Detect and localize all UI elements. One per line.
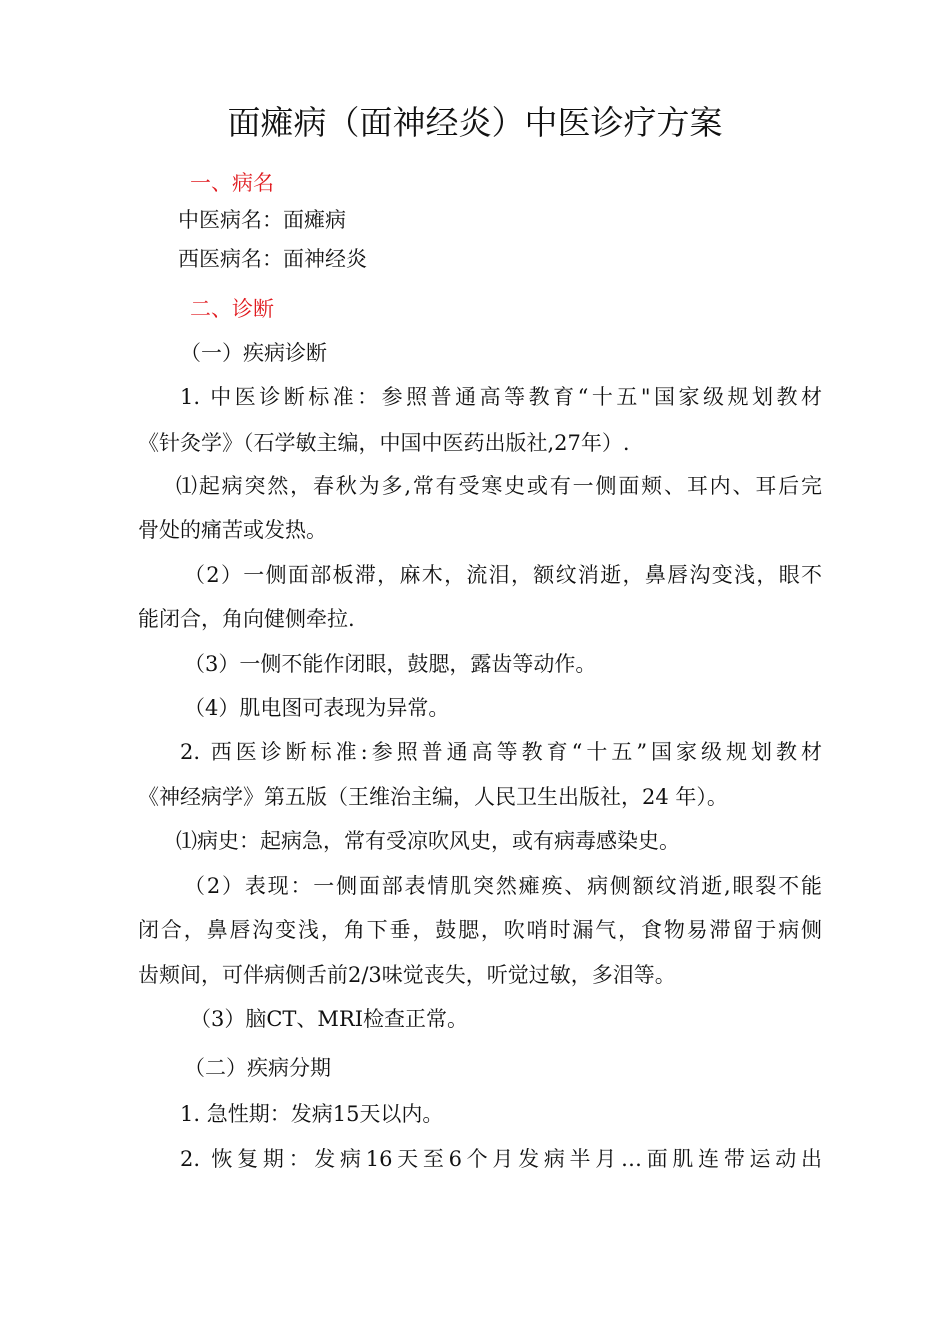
page-title: 面瘫病（面神经炎）中医诊疗方案	[227, 103, 723, 142]
western-criteria-line2: 《神经病学》第五版（王维治主编，人民卫生出版社，24 年）。	[138, 785, 728, 809]
tcm-item-2-line1: （2）一侧面部板滞，麻木，流泪，额纹消逝，鼻唇沟变浅，眼不	[184, 563, 822, 587]
tcm-item-1-line2: 骨处的痛苦或发热。	[138, 518, 327, 542]
tcm-criteria-line2: 《针灸学》（石学敏主编，中国中医药出版社,27年）.	[138, 431, 630, 455]
tcm-item-1-line1: ⑴起病突然，春秋为多,常有受寒史或有一侧面颊、耳内、耳后完	[176, 474, 822, 498]
western-item-1: ⑴病史：起病急，常有受凉吹风史，或有病毒感染史。	[176, 829, 680, 853]
tcm-disease-name: 中医病名：面瘫病	[178, 208, 346, 232]
tcm-criteria-line1: 1. 中医诊断标准：参照普通高等教育“十五"国家级规划教材	[180, 385, 822, 409]
section-heading-disease-name: 一、病名	[190, 171, 274, 195]
subsection-heading-disease-staging: （二）疾病分期	[184, 1056, 331, 1080]
western-item-3: （3）脑CT、MRI检查正常。	[190, 1007, 469, 1031]
subsection-heading-disease-diagnosis: （一）疾病诊断	[180, 341, 327, 365]
tcm-item-3: （3）一侧不能作闭眼，鼓腮，露齿等动作。	[184, 652, 597, 676]
western-item-2-line3: 齿颊间，可伴病侧舌前2/3味觉丧失，听觉过敏，多泪等。	[138, 963, 676, 987]
section-heading-diagnosis: 二、诊断	[190, 297, 274, 321]
western-criteria-line1: 2. 西医诊断标准:参照普通高等教育“十五”国家级规划教材	[180, 740, 822, 764]
stage-recovery: 2. 恢复期：发病16天至6个月发病半月…面肌连带运动出	[180, 1147, 822, 1171]
western-disease-name: 西医病名：面神经炎	[178, 247, 367, 271]
western-item-2-line2: 闭合，鼻唇沟变浅，角下垂，鼓腮，吹哨时漏气，食物易滞留于病侧	[138, 918, 822, 942]
tcm-item-2-line2: 能闭合，角向健侧牵拉.	[138, 607, 355, 631]
tcm-item-4: （4）肌电图可表现为异常。	[184, 696, 450, 720]
western-item-2-line1: （2）表现：一侧面部表情肌突然瘫痪、病侧额纹消逝,眼裂不能	[184, 874, 822, 898]
stage-acute: 1. 急性期：发病15天以内。	[180, 1102, 444, 1126]
